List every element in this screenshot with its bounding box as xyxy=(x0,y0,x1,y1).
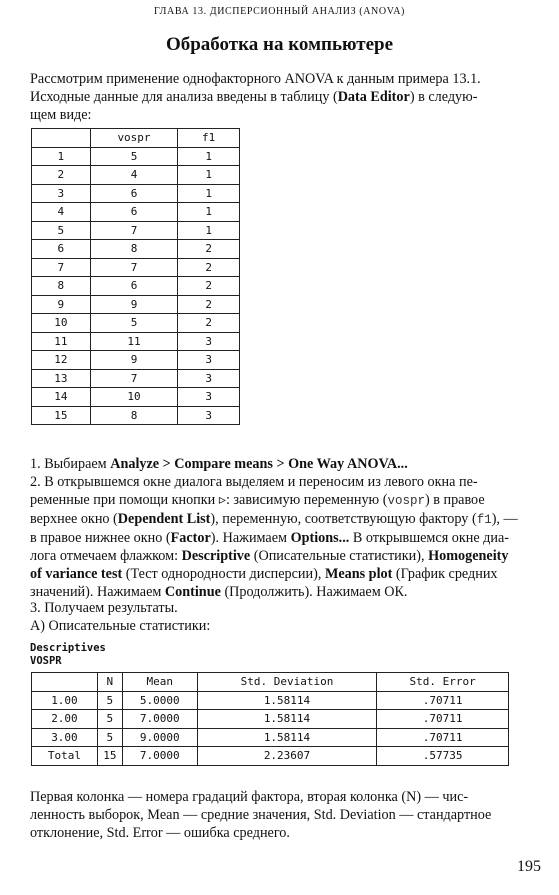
variance-test-label: of variance test xyxy=(30,566,123,582)
continue-label: Continue xyxy=(164,584,221,600)
table-cell: 2 xyxy=(178,314,240,333)
header-cell: Std. Error xyxy=(377,673,509,692)
header-cell: f1 xyxy=(178,129,240,148)
table-cell: 2.00 xyxy=(32,710,98,729)
table-cell: 6 xyxy=(90,203,178,222)
table-row xyxy=(32,406,240,425)
table-cell: 5 xyxy=(97,728,122,747)
step-2 xyxy=(30,473,542,601)
table-cell: 9 xyxy=(90,351,178,370)
step-2-line: значений). Нажимаем Continue (Продолжить). Нажимаем ОК. xyxy=(30,584,408,600)
table-header-row xyxy=(32,673,509,692)
step-2-line: ременные при помощи кнопки ▹: зависимую переменную (vospr) в правое xyxy=(30,492,485,508)
table-cell: 7.0000 xyxy=(122,747,197,766)
table-row xyxy=(32,710,509,729)
table-cell: 4 xyxy=(90,166,178,185)
table-cell: Total xyxy=(32,747,98,766)
table-row xyxy=(32,240,240,259)
table-cell: 5 xyxy=(90,147,178,166)
dependent-list-label: Dependent List xyxy=(117,511,211,527)
step-2-line: лога отмечаем флажком: Descriptive (Описательные статистики), Homogeneity xyxy=(30,548,509,564)
table-row xyxy=(32,221,240,240)
step-1-text: 1. Выбираем xyxy=(30,456,111,472)
step-a: А) Описательные статистики: xyxy=(30,618,211,634)
table-row xyxy=(32,747,509,766)
header-cell xyxy=(32,129,91,148)
table-cell: 3 xyxy=(178,351,240,370)
table-row xyxy=(32,258,240,277)
footer-line-3: отклонение, Std. Error — ошибка среднего. xyxy=(30,825,290,841)
move-arrow-icon: ▹ xyxy=(218,492,226,508)
options-label: Options... xyxy=(290,530,350,546)
homogeneity-label: Homogeneity xyxy=(428,548,509,564)
table-row xyxy=(32,203,240,222)
data-editor-table xyxy=(31,128,240,425)
table-header-row xyxy=(32,129,240,148)
descriptives-var: VOSPR xyxy=(30,655,62,667)
table-cell: 1.00 xyxy=(32,691,98,710)
table-row xyxy=(32,166,240,185)
table-cell: 11 xyxy=(32,332,91,351)
table-row xyxy=(32,351,240,370)
table-cell: 3.00 xyxy=(32,728,98,747)
table-cell: 10 xyxy=(32,314,91,333)
footer-paragraph xyxy=(30,788,542,842)
table-cell: .70711 xyxy=(377,691,509,710)
table-cell: 2 xyxy=(178,258,240,277)
table-cell: 1 xyxy=(178,184,240,203)
table-cell: 1 xyxy=(178,203,240,222)
table-cell: 2 xyxy=(178,295,240,314)
var-f1: f1 xyxy=(476,513,492,527)
table-cell: 8 xyxy=(32,277,91,296)
table-cell: 1.58114 xyxy=(197,691,377,710)
table-cell: 12 xyxy=(32,351,91,370)
table-cell: 1 xyxy=(32,147,91,166)
table-cell: 1.58114 xyxy=(197,710,377,729)
table-cell: 7 xyxy=(90,221,178,240)
table-row xyxy=(32,332,240,351)
intro-line-2 xyxy=(30,88,542,106)
table-row xyxy=(32,728,509,747)
header-cell: vospr xyxy=(90,129,178,148)
table-cell: 10 xyxy=(90,388,178,407)
footer-line-2: ленность выборок, Mean — средние значения, Std. Deviation — стандартное xyxy=(30,807,492,823)
table-cell: 13 xyxy=(32,369,91,388)
table-cell: 6 xyxy=(32,240,91,259)
header-cell: Mean xyxy=(122,673,197,692)
table-cell: 3 xyxy=(178,388,240,407)
table-row xyxy=(32,184,240,203)
table-cell: 5 xyxy=(97,691,122,710)
table-cell: 2 xyxy=(178,277,240,296)
table-cell: 5 xyxy=(97,710,122,729)
step-2-line: верхнее окно (Dependent List), переменную, соответствующую фактору (f1), — xyxy=(30,511,518,527)
intro-line-1: Рассмотрим применение однофакторного ANOVA к данным примера 13.1. xyxy=(30,71,481,87)
table-cell: 1 xyxy=(178,147,240,166)
table-cell: 5.0000 xyxy=(122,691,197,710)
intro-paragraph xyxy=(30,70,542,124)
header-cell: Std. Deviation xyxy=(197,673,377,692)
descriptives-label: Descriptives xyxy=(30,642,106,654)
table-cell: 1 xyxy=(178,166,240,185)
table-row xyxy=(32,388,240,407)
table-cell: 3 xyxy=(32,184,91,203)
table-cell: 8 xyxy=(90,240,178,259)
table-cell: .70711 xyxy=(377,710,509,729)
table-cell: 11 xyxy=(90,332,178,351)
step-2-line: в правое нижнее окно (Factor). Нажимаем Options... В открывшемся окне диа- xyxy=(30,530,510,546)
table-row xyxy=(32,314,240,333)
intro-text: Исходные данные для анализа введены в таблицу ( xyxy=(30,89,338,105)
section-title: Обработка на компьютере xyxy=(165,34,394,55)
running-header: ГЛАВА 13. ДИСПЕРСИОННЫЙ АНАЛИЗ (ANOVA) xyxy=(154,6,405,17)
table-cell: 8 xyxy=(90,406,178,425)
table-row xyxy=(32,277,240,296)
intro-line-3: щем виде: xyxy=(30,107,92,123)
step-2-line: 2. В открывшемся окне диалога выделяем и переносим из левого окна пе- xyxy=(30,474,478,490)
table-cell: 14 xyxy=(32,388,91,407)
table-cell: 3 xyxy=(178,369,240,388)
step-2-line: of variance test (Тест однородности дисперсии), Means plot (График средних xyxy=(30,566,498,582)
footer-line-1: Первая колонка — номера градаций фактора, вторая колонка (N) — чис- xyxy=(30,789,469,805)
menu-path: Analyze > Compare means > One Way ANOVA... xyxy=(110,456,408,472)
descriptives-table xyxy=(31,672,509,766)
table-cell: 9.0000 xyxy=(122,728,197,747)
table-row xyxy=(32,369,240,388)
table-cell: 5 xyxy=(32,221,91,240)
var-vospr: vospr xyxy=(387,494,425,508)
means-plot-label: Means plot xyxy=(324,566,393,582)
table-cell: 6 xyxy=(90,184,178,203)
table-cell: 7.0000 xyxy=(122,710,197,729)
factor-label: Factor xyxy=(170,530,211,546)
descriptives-heading xyxy=(30,642,106,668)
table-cell: 1.58114 xyxy=(197,728,377,747)
table-cell: 7 xyxy=(32,258,91,277)
table-row xyxy=(32,691,509,710)
table-row xyxy=(32,147,240,166)
table-cell: 7 xyxy=(90,258,178,277)
table-cell: .70711 xyxy=(377,728,509,747)
table-cell: 3 xyxy=(178,406,240,425)
data-editor-label: Data Editor xyxy=(337,89,410,105)
table-cell: 7 xyxy=(90,369,178,388)
step-1 xyxy=(30,455,542,473)
table-cell: 1 xyxy=(178,221,240,240)
descriptive-label: Descriptive xyxy=(181,548,251,564)
intro-text: ) в следую- xyxy=(409,89,478,105)
page-number: 195 xyxy=(517,858,541,875)
table-cell: 3 xyxy=(178,332,240,351)
table-row xyxy=(32,295,240,314)
table-cell: 6 xyxy=(90,277,178,296)
table-cell: 2 xyxy=(32,166,91,185)
table-cell: .57735 xyxy=(377,747,509,766)
header-cell: N xyxy=(97,673,122,692)
table-cell: 5 xyxy=(90,314,178,333)
table-cell: 2 xyxy=(178,240,240,259)
table-cell: 9 xyxy=(32,295,91,314)
header-cell xyxy=(32,673,98,692)
table-cell: 9 xyxy=(90,295,178,314)
step-3: 3. Получаем результаты. xyxy=(30,600,178,616)
table-cell: 4 xyxy=(32,203,91,222)
table-cell: 15 xyxy=(97,747,122,766)
table-cell: 2.23607 xyxy=(197,747,377,766)
table-cell: 15 xyxy=(32,406,91,425)
